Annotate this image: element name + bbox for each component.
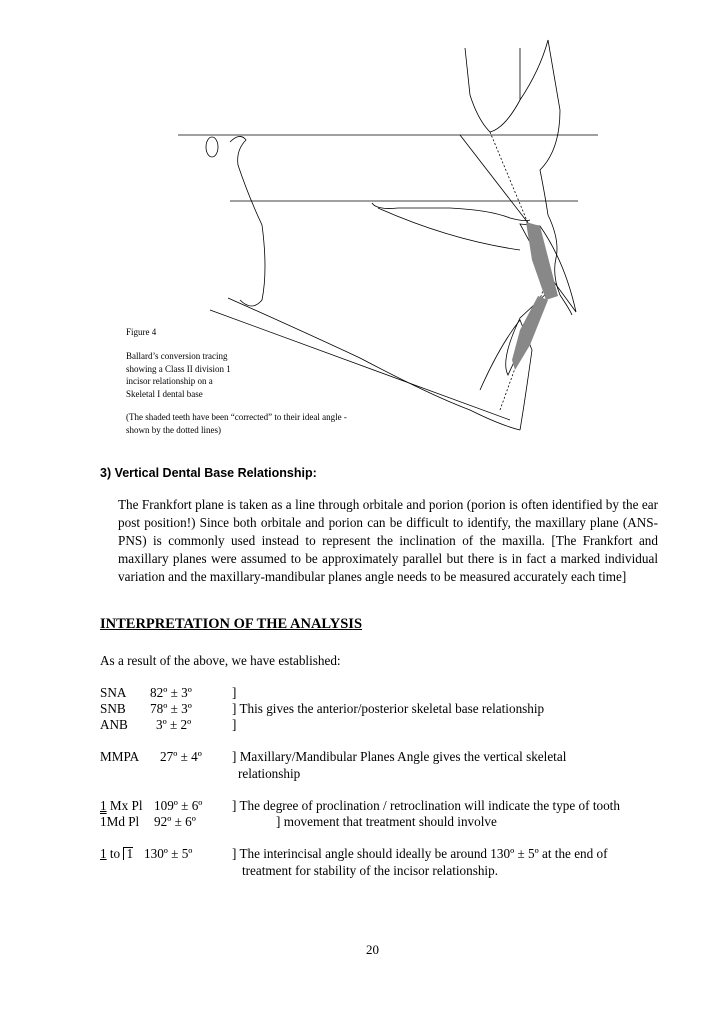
md-num: 1 bbox=[100, 814, 107, 829]
maxilla-outline bbox=[372, 203, 530, 221]
caption-line: incisor relationship on a bbox=[126, 376, 213, 386]
mx-num: 1 bbox=[100, 798, 107, 813]
ii-upper: 1 bbox=[100, 846, 107, 861]
mx-label bbox=[100, 797, 143, 814]
page-number: 20 bbox=[366, 942, 379, 957]
shaded-upper-incisor bbox=[526, 222, 558, 300]
shaded-lower-incisor bbox=[512, 296, 548, 370]
bracket-close: ] bbox=[232, 717, 237, 732]
porion-oval bbox=[206, 137, 218, 157]
sna-label: SNA bbox=[100, 685, 127, 700]
mmpa-value: 27º ± 4º bbox=[160, 749, 202, 764]
ceph-tracing-figure bbox=[0, 0, 728, 440]
anb-value: 3º ± 2º bbox=[156, 717, 192, 732]
anb-label: ANB bbox=[100, 717, 128, 732]
ramus-outline bbox=[230, 136, 265, 306]
mmpa-note-cont: relationship bbox=[238, 766, 301, 781]
sna-value: 82º ± 3º bbox=[150, 685, 192, 700]
ii-lower: 1 bbox=[123, 847, 133, 860]
figure-caption bbox=[126, 350, 231, 400]
md-value: 92º ± 6º bbox=[154, 814, 196, 829]
caption-line: showing a Class II division 1 bbox=[126, 363, 231, 374]
interpretation-intro: As a result of the above, we have established: bbox=[100, 653, 341, 668]
ii-label bbox=[100, 845, 133, 862]
section-heading: 3) Vertical Dental Base Relationship: bbox=[100, 466, 317, 480]
section-body: The Frankfort plane is taken as a line through orbitale and porion (porion is often identified by the ear post position!) Since both orbitale and porion can be difficult to identify, the maxillary plane (ANS-PNS) is commonly used instead to represent the inclination of the maxilla. [The Frankfort and maxillary planes were assumed to be approximately parallel but there is in fact a marked individual variation and the maxillary-mandibular planes angle needs to be measured accurately each time] bbox=[118, 497, 658, 584]
mandibular-plane bbox=[210, 310, 510, 420]
ii-to: to bbox=[106, 846, 124, 861]
interpretation-heading: INTERPRETATION OF THE ANALYSIS bbox=[100, 616, 363, 632]
ii-note-cont: treatment for stability of the incisor relationship. bbox=[242, 863, 498, 878]
snb-label: SNB bbox=[100, 701, 126, 716]
ap-note: ] This gives the anterior/posterior skeletal base relationship bbox=[232, 701, 545, 716]
mx-value: 109º ± 6º bbox=[154, 798, 203, 813]
mx-label-text: Mx Pl bbox=[106, 798, 143, 813]
soft-tissue-profile bbox=[465, 40, 572, 315]
ii-value: 130º ± 5º bbox=[144, 846, 193, 861]
figure-title: Figure 4 bbox=[126, 327, 157, 337]
mx-note: ] The degree of proclination / retroclination will indicate the type of tooth bbox=[232, 798, 620, 813]
ii-note: ] The interincisal angle should ideally be around 130º ± 5º at the end of bbox=[232, 846, 608, 861]
note-line: (The shaded teeth have been “corrected” to their ideal angle - bbox=[126, 412, 347, 422]
snb-value: 78º ± 3º bbox=[150, 701, 192, 716]
note-line: shown by the dotted lines) bbox=[126, 424, 221, 435]
caption-line: Skeletal I dental base bbox=[126, 388, 203, 399]
mmpa-note: ] Maxillary/Mandibular Planes Angle gives the vertical skeletal bbox=[232, 749, 567, 764]
md-label bbox=[100, 813, 139, 830]
md-label-text: Md Pl bbox=[106, 814, 140, 829]
mmpa-label: MMPA bbox=[100, 749, 140, 764]
caption-line: Ballard’s conversion tracing bbox=[126, 351, 228, 361]
bracket-open: ] bbox=[232, 685, 237, 700]
figure-note bbox=[126, 411, 347, 436]
md-note: ] movement that treatment should involve bbox=[276, 814, 497, 829]
